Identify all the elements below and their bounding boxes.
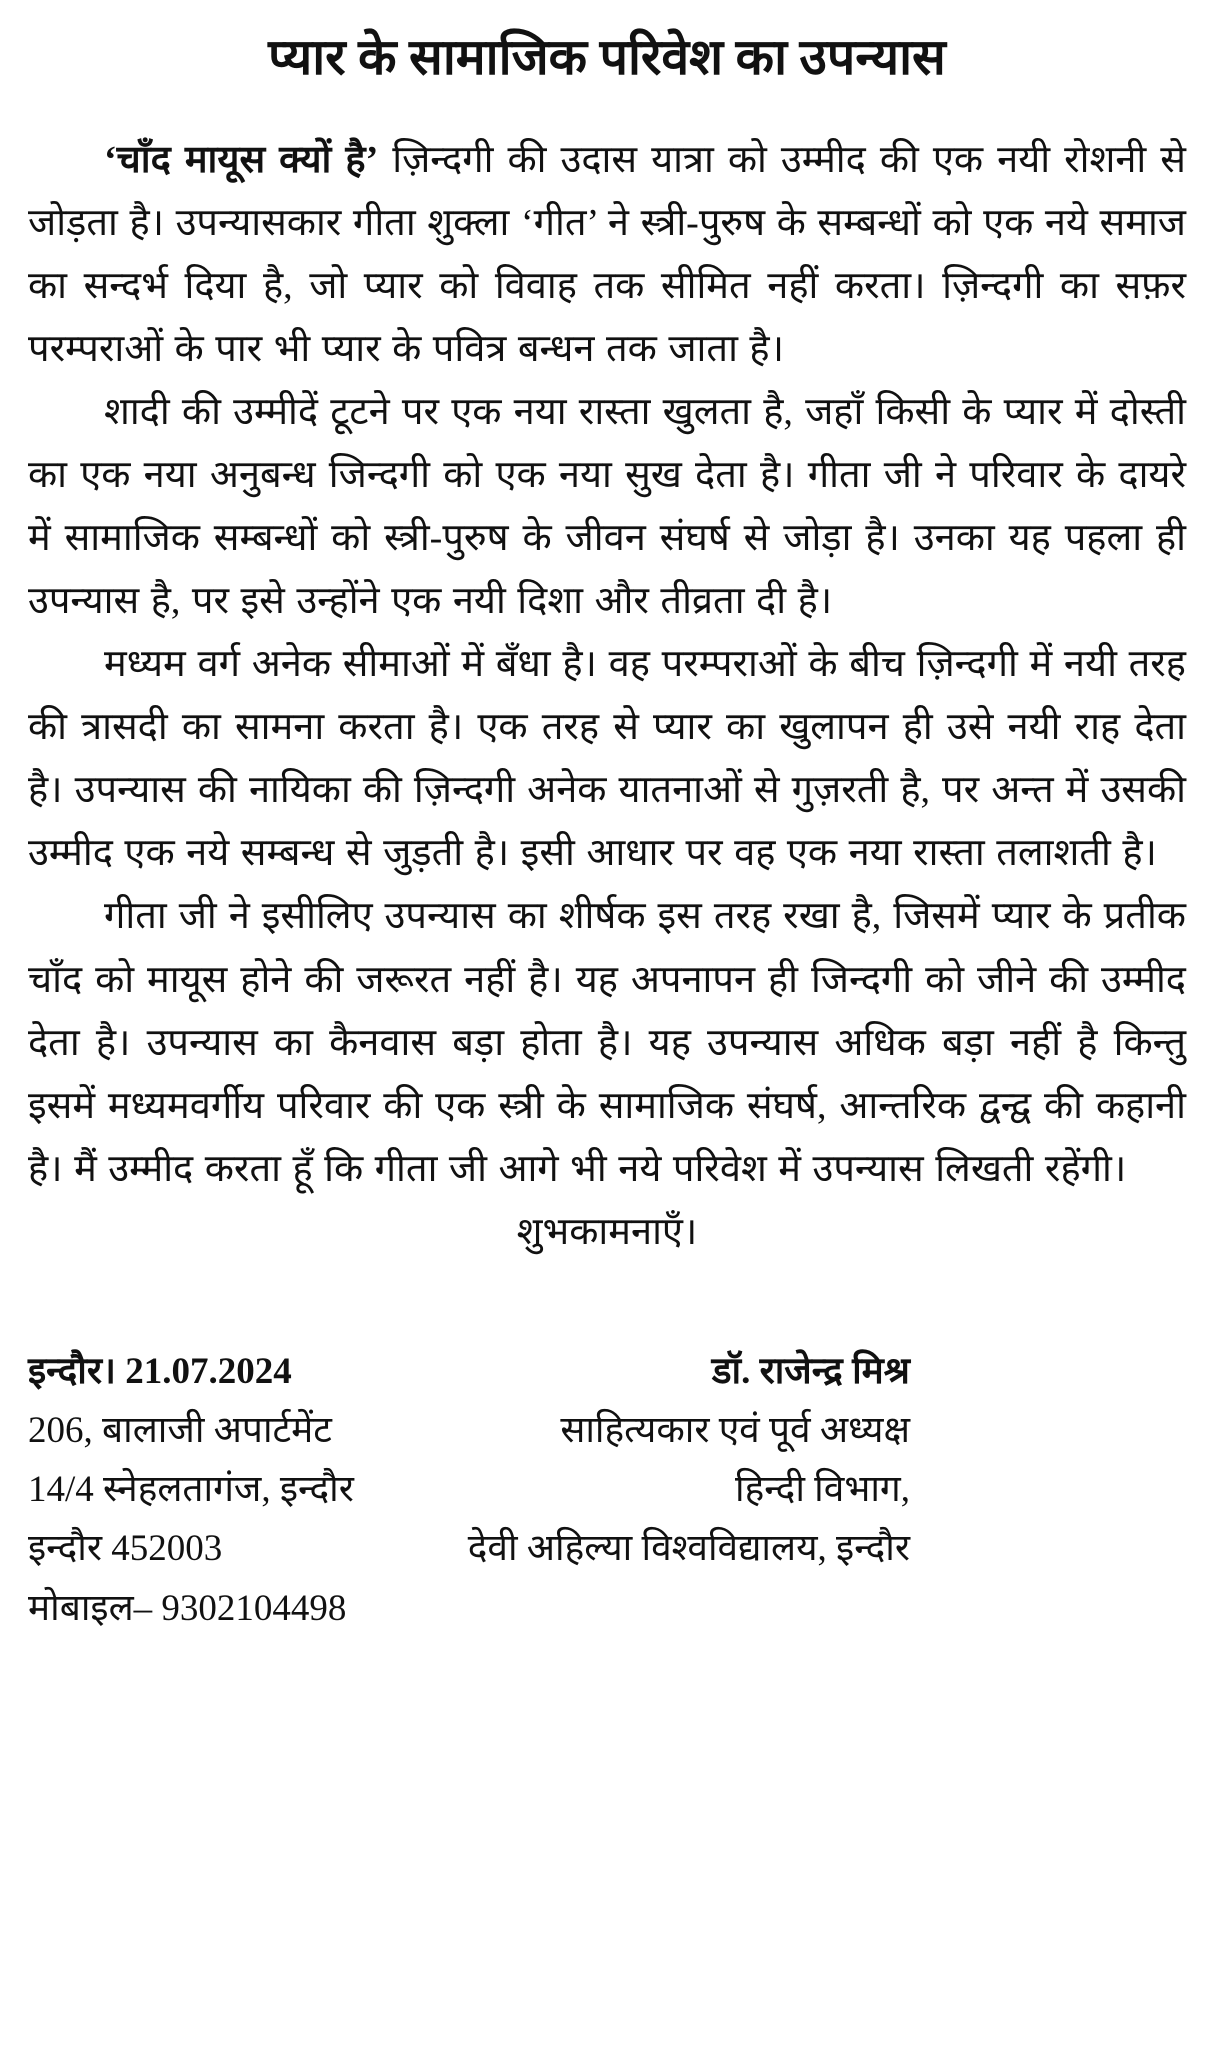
author-title-line: साहित्यकार एवं पूर्व अध्यक्ष xyxy=(560,1410,910,1452)
book-title-lead: ‘चाँद मायूस क्यों है’ xyxy=(104,138,379,181)
paragraph-4: गीता जी ने इसीलिए उपन्यास का शीर्षक इस तरह रखा है, जिसमें प्यार के प्रतीक चाँद को मायूस होने की जरूरत नहीं है। यह अपनापन ही जिन्दगी को जीने की उम्मीद देता है। उपन्यास का कैनवास बड़ा होता है। यह उपन्यास अधिक बड़ा नहीं है किन्तु इसमें मध्यमवर्गीय परिवार की एक स्त्री के सामाजिक संघर्ष, आन्तरिक द्वन्द्व की कहानी है। मैं उम्मीद करता हूँ कि गीता जी आगे भी नये परिवेश में उपन्यास लिखती रहेंगी। xyxy=(28,895,1186,1190)
department-line: हिन्दी विभाग, xyxy=(735,1469,910,1511)
paragraph-1 xyxy=(28,129,1186,381)
address-line-3: इन्दौर 452003 xyxy=(28,1528,223,1570)
paragraph-2: शादी की उम्मीदें टूटने पर एक नया रास्ता खुलता है, जहाँ किसी के प्यार में दोस्ती का एक नया अनुबन्ध जिन्दगी को एक नया सुख देता है। गीता जी ने परिवार के दायरे में सामाजिक सम्बन्धों को स्त्री-पुरुष के जीवन संघर्ष से जोड़ा है। उनका यह पहला ही उपन्यास है, पर इसे उन्होंने एक नयी दिशा और तीव्रता दी है। xyxy=(28,390,1186,623)
author-name: डॉ. राजेन्द्र मिश्र xyxy=(711,1350,910,1392)
address-line-1: 206, बालाजी अपार्टमेंट xyxy=(28,1410,332,1452)
author-signature-block xyxy=(468,1342,910,1579)
signature-block xyxy=(28,1342,1186,1638)
mobile-line: मोबाइल– 9302104498 xyxy=(28,1587,347,1629)
paragraph-3: मध्यम वर्ग अनेक सीमाओं में बँधा है। वह परम्पराओं के बीच ज़िन्दगी में नयी तरह की त्रासदी का सामना करता है। एक तरह से प्यार का खुलापन ही उसे नयी राह देता है। उपन्यास की नायिका की ज़िन्दगी अनेक यातनाओं से गुज़रती है, पर अन्त में उसकी उम्मीद एक नये सम्बन्ध से जुड़ती है। इसी आधार पर वह एक नया रास्ता तलाशती है। xyxy=(28,643,1186,875)
document-title: प्यार के सामाजिक परिवेश का उपन्यास xyxy=(268,29,946,85)
address-line-2: 14/4 स्नेहलतागंज, इन्दौर xyxy=(28,1469,354,1511)
paragraph-1-text: ज़िन्दगी की उदास यात्रा को उम्मीद की एक नयी रोशनी से जोड़ता है। उपन्यासकार गीता शुक्ला ‘गीत’ ने स्त्री-पुरुष के सम्बन्धों को एक नये समाज का सन्दर्भ दिया है, जो प्यार को विवाह तक सीमित नहीं करता। ज़िन्दगी का सफ़र परम्पराओं के पार भी प्यार के पवित्र बन्धन तक जाता है। xyxy=(28,138,1187,370)
closing-greeting: शुभकामनाएँ। xyxy=(516,1210,698,1253)
place-date-line: इन्दौर। 21.07.2024 xyxy=(28,1350,292,1392)
university-line: देवी अहिल्या विश्वविद्यालय, इन्दौर xyxy=(467,1528,910,1570)
sender-address-block xyxy=(28,1342,354,1638)
